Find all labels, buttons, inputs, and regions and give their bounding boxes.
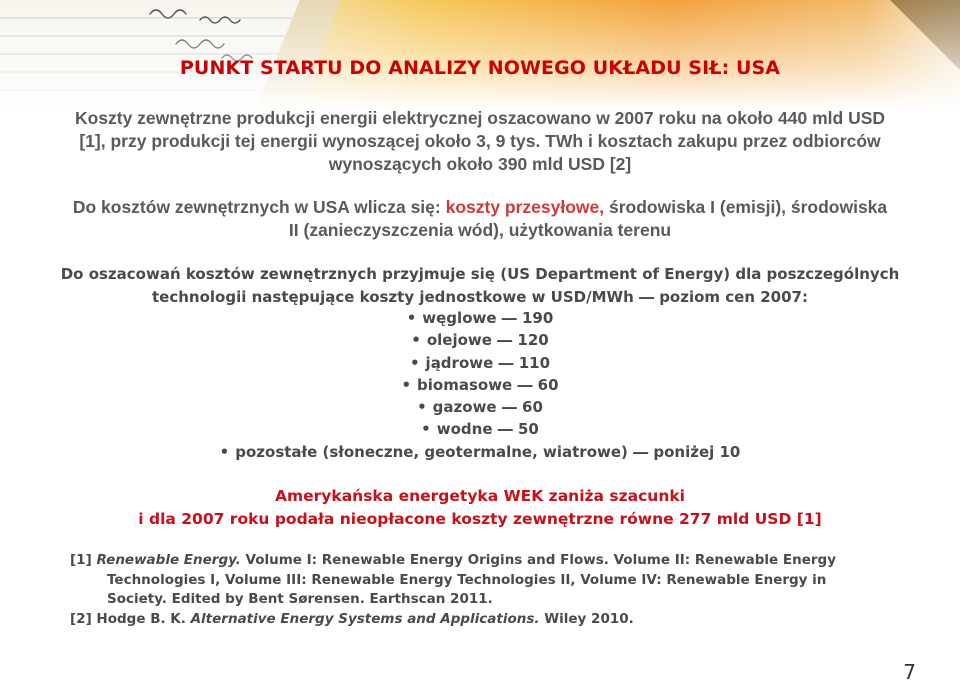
reference-1 (70, 551, 930, 571)
list-item (0, 329, 960, 351)
paragraph-line: II (zanieczyszczenia wód), użytkowania terenu (288, 220, 672, 240)
list-item-label: pozostałe (słoneczne, geotermalne, wiatrowe) ― poniżej 10 (235, 442, 741, 461)
bullet-icon: • (409, 353, 420, 372)
highlighted-text: koszty przesyłowe, (445, 197, 605, 217)
list-item (0, 418, 960, 440)
list-item (0, 396, 960, 418)
reference-text: [2] Hodge B. K. (70, 610, 191, 627)
paragraph-line: technologii następujące koszty jednostkowe w USD/MWh ― poziom cen 2007: (152, 287, 808, 306)
header-decoration-graphic (0, 0, 960, 110)
list-item (0, 441, 960, 463)
text-segment: Do kosztów zewnętrznych w USA wlicza się: (72, 197, 446, 217)
reference-text: Wiley 2010. (539, 610, 634, 627)
list-item-label: olejowe ― 120 (426, 331, 549, 350)
slide-title: PUNKT STARTU DO ANALIZY NOWEGO UKŁADU SIŁ: USA (179, 57, 781, 79)
list-item (0, 374, 960, 396)
references (70, 551, 930, 629)
bullet-icon: • (411, 331, 421, 350)
reference-2 (70, 610, 930, 630)
list-item-label: biomasowe ― 60 (417, 375, 559, 394)
warning-line: i dla 2007 roku podała nieopłacone koszty zewnętrzne równe 277 mld USD [1] (138, 510, 822, 528)
warning-line: Amerykańska energetyka WEK zaniża szacunki (275, 487, 685, 505)
paragraph-line (0, 196, 960, 219)
paragraph-line: Do oszacowań kosztów zewnętrznych przyjmuje się (US Department of Energy) dla poszczególnych (60, 265, 900, 283)
paragraph-line: wynoszących około 390 mld USD [2] (328, 154, 632, 174)
paragraph-cost-components (0, 196, 960, 242)
paragraph-line: [1], przy produkcji tej energii wynoszącej około 3, 9 tys. TWh i kosztach zakupu przez odbiorców (79, 131, 881, 151)
page-number: 7 (903, 660, 916, 684)
bullet-icon: • (417, 398, 427, 417)
unit-cost-list (0, 307, 960, 463)
list-item-label: wodne ― 50 (436, 420, 539, 439)
header-decoration (0, 0, 960, 110)
reference-1-continued: Society. Edited by Bent Sørensen. Earthscan 2011. (107, 591, 493, 607)
paragraph-line: Koszty zewnętrzne produkcji energii elektrycznej oszacowano w 2007 roku na około 440 mld USD (74, 108, 886, 128)
warning-statement (0, 485, 960, 531)
reference-1-continued: Technologies I, Volume III: Renewable Energy Technologies II, Volume IV: Renewable Energy in (107, 571, 827, 588)
reference-title: Renewable Energy. (96, 552, 241, 568)
list-item (0, 307, 960, 329)
list-item (0, 352, 960, 374)
paragraph-unit-costs (0, 263, 960, 308)
reference-text: Volume I: Renewable Energy Origins and Flows. Volume II: Renewable Energy (240, 552, 837, 568)
list-item-label: gazowe ― 60 (432, 398, 543, 417)
list-item-label: jądrowe ― 110 (425, 353, 551, 372)
reference-number: [1] (70, 552, 97, 568)
list-item-label: węglowe ― 190 (422, 309, 554, 327)
paragraph-external-costs (0, 107, 960, 176)
text-segment: środowiska I (emisji), środowiska (604, 197, 888, 217)
bullet-icon: • (421, 420, 431, 439)
bullet-icon: • (406, 309, 417, 327)
reference-title: Alternative Energy Systems and Applications. (190, 610, 540, 627)
bullet-icon: • (401, 375, 412, 394)
bullet-icon: • (219, 442, 230, 461)
